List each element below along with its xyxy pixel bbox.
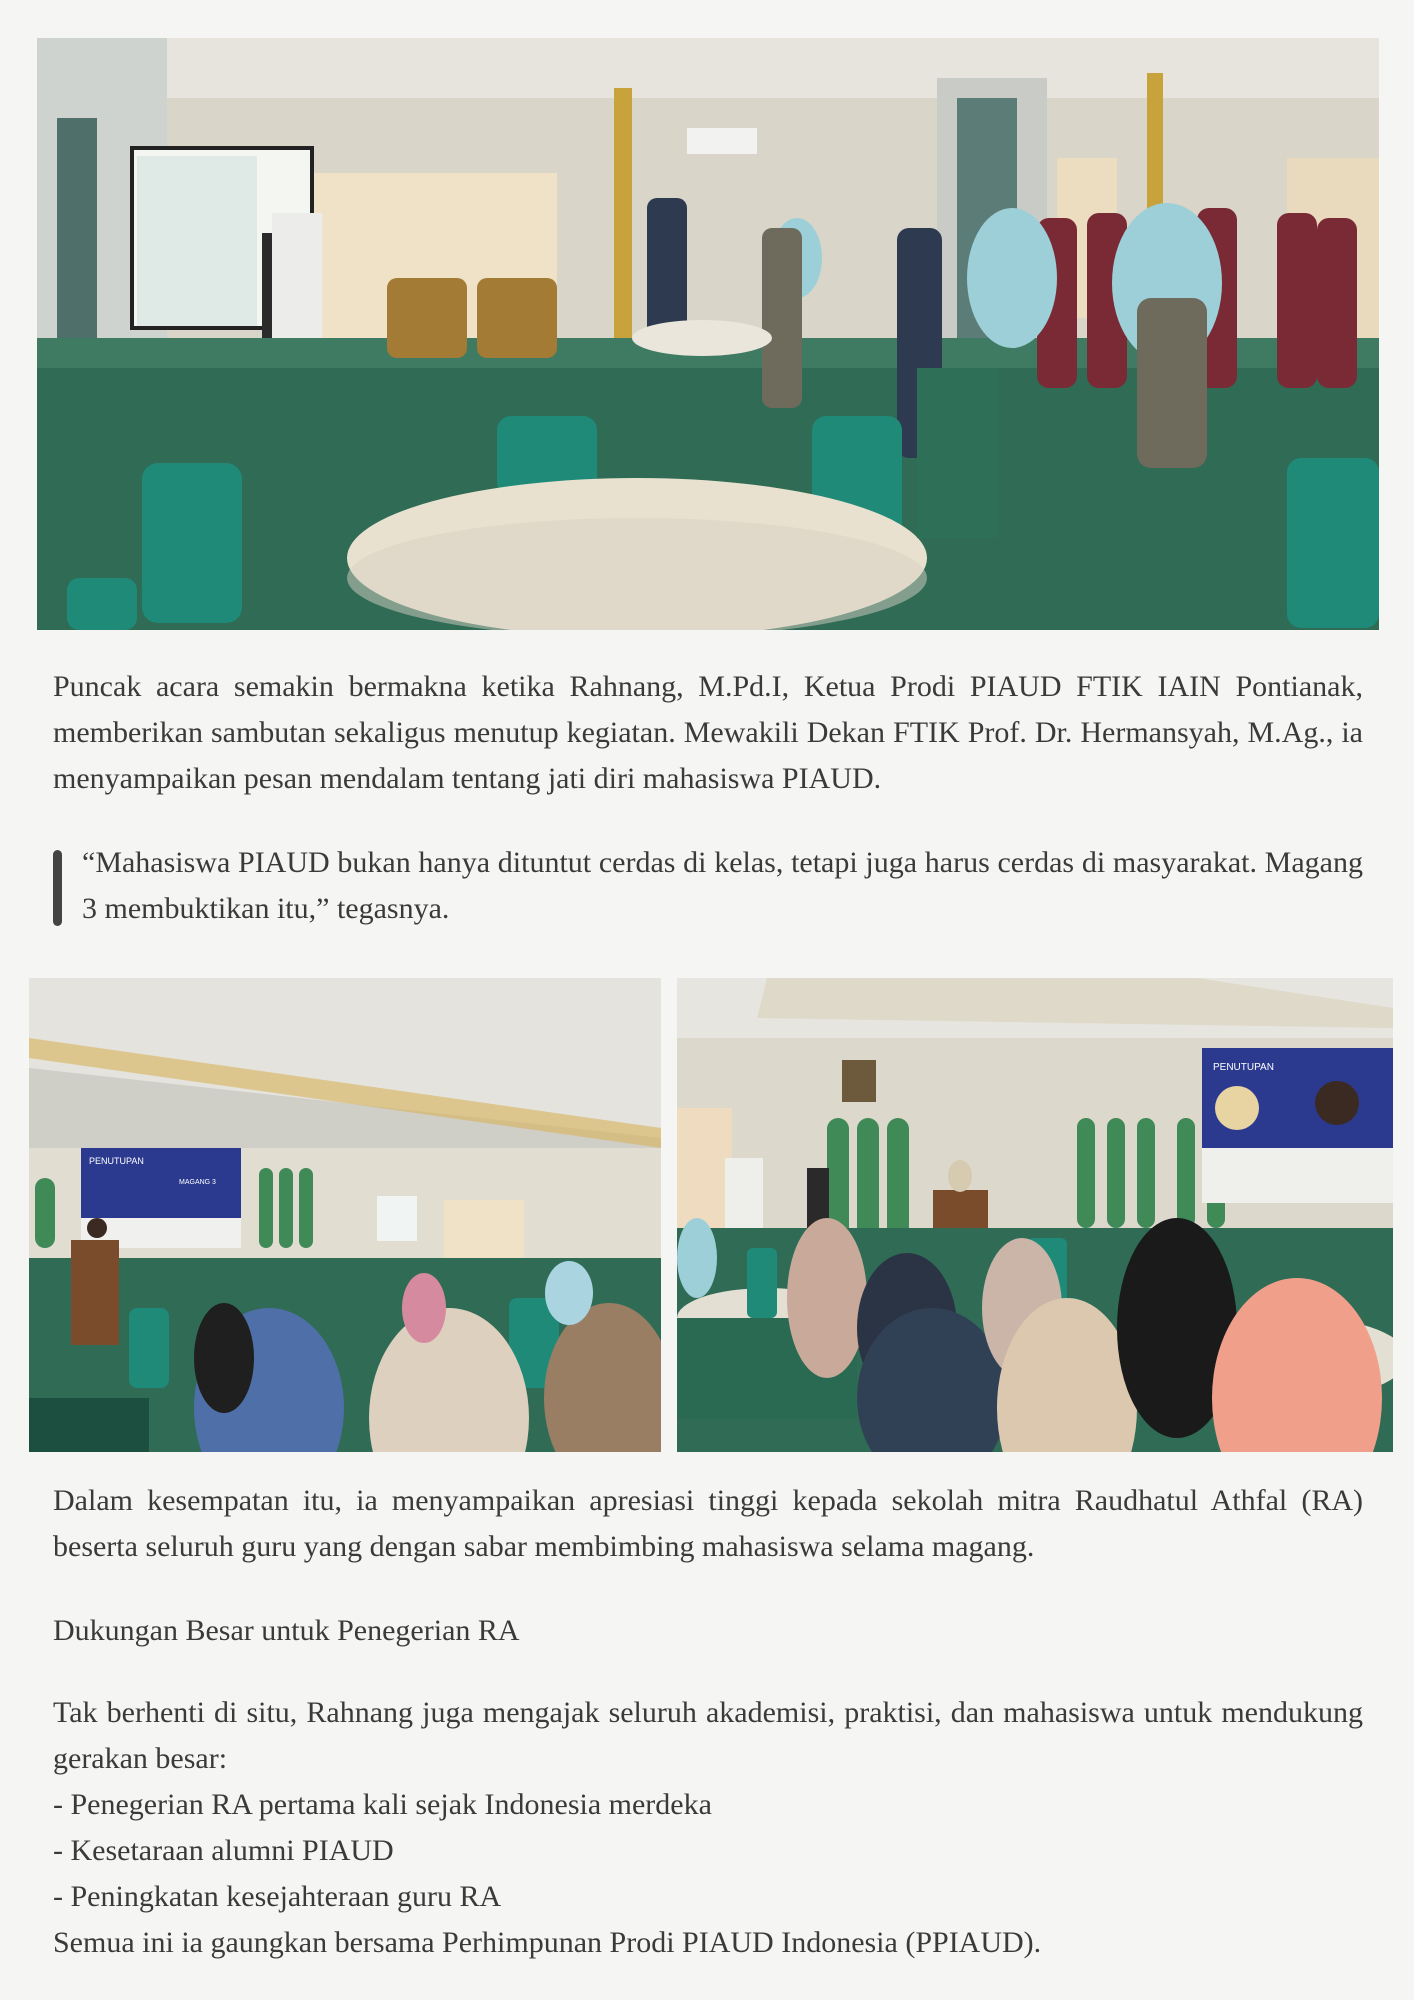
paragraph-closing: Semua ini ia gaungkan bersama Perhimpunan Prodi PIAUD Indonesia (PPIAUD). <box>53 1926 1042 1959</box>
event-photo-speaker <box>29 978 661 1452</box>
event-photo-standing <box>37 38 1379 630</box>
paragraph-closing-speech: Puncak acara semakin bermakna ketika Rahnang, M.Pd.I, Ketua Prodi PIAUD FTIK IAIN Pontianak, memberikan sambutan sekaligus menutup kegiatan. Mewakili Dekan FTIK Prof. Dr. Hermansyah, M.Ag., ia menyampaikan pesan mendalam tentang jati diri mahasiswa PIAUD. <box>53 670 1363 795</box>
quote-bar <box>53 850 62 926</box>
section-heading: Dukungan Besar untuk Penegerian RA <box>53 1614 520 1647</box>
banner-label: PENUTUPAN <box>1213 1062 1274 1073</box>
banner-label: PENUTUPAN <box>89 1156 144 1166</box>
blockquote <box>53 840 1363 932</box>
event-photo-audience <box>677 978 1393 1452</box>
list-item: - Penegerian RA pertama kali sejak Indonesia merdeka <box>53 1788 712 1821</box>
paragraph-movement: Tak berhenti di situ, Rahnang juga mengajak seluruh akademisi, praktisi, dan mahasiswa untuk mendukung gerakan besar: <box>53 1696 1363 1775</box>
banner-sub: MAGANG 3 <box>179 1179 216 1186</box>
movement-list <box>53 1782 1363 1920</box>
list-item: - Peningkatan kesejahteraan guru RA <box>53 1880 502 1913</box>
quote-text: “Mahasiswa PIAUD bukan hanya dituntut cerdas di kelas, tetapi juga harus cerdas di masyarakat. Magang 3 membuktikan itu,” tegasnya. <box>82 846 1363 925</box>
paragraph-appreciation: Dalam kesempatan itu, ia menyampaikan apresiasi tinggi kepada sekolah mitra Raudhatul Athfal (RA) beserta seluruh guru yang dengan sabar membimbing mahasiswa selama magang. <box>53 1484 1363 1563</box>
list-item: - Kesetaraan alumni PIAUD <box>53 1834 394 1867</box>
